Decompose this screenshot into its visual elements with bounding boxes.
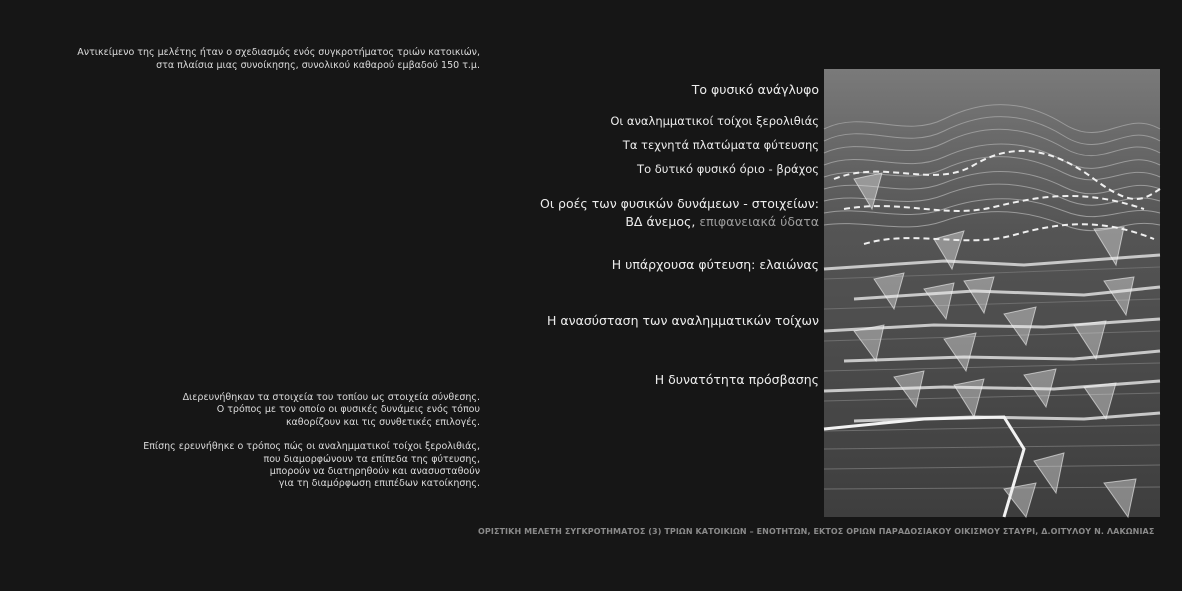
body-text — [140, 392, 480, 491]
label-restoration: Η ανασύσταση των αναλημματικών τοίχων — [547, 313, 819, 328]
label-flows-title: Οι ροές των φυσικών δυνάμεων - στοιχείων: — [540, 196, 819, 211]
body-p1-line-2: Ο τρόπος με τον οποίο οι φυσικές δυνάμεις ενός τόπου — [216, 404, 480, 416]
terrain-model-photo — [824, 69, 1160, 517]
body-p2-line-3: μπορούν να διατηρηθούν και ανασυσταθούν — [269, 466, 480, 478]
label-flows-water: επιφανειακά ύδατα — [699, 214, 819, 229]
label-flows-wind: ΒΔ άνεμος, — [625, 214, 696, 229]
intro-line-1: Αντικείμενο της μελέτης ήταν ο σχεδιασμός ενός συγκροτήματος τριών κατοικιών, — [77, 47, 480, 58]
label-relief: Το φυσικό ανάγλυφο — [691, 82, 819, 97]
label-western-boundary: Το δυτικό φυσικό όριο - βράχος — [637, 162, 819, 176]
label-terraces: Τα τεχνητά πλατώματα φύτευσης — [622, 138, 819, 152]
body-p1-line-3: καθορίζουν και τις συνθετικές επιλογές. — [285, 416, 480, 428]
intro-text — [60, 46, 480, 72]
terrain-model-illustration — [824, 69, 1160, 517]
label-walls: Οι αναλημματικοί τοίχοι ξερολιθιάς — [610, 114, 819, 128]
label-vegetation: Η υπάρχουσα φύτευση: ελαιώνας — [611, 257, 819, 272]
label-access: Η δυνατότητα πρόσβασης — [654, 372, 819, 387]
body-p1-line-1: Διερευνήθηκαν τα στοιχεία του τοπίου ως στοιχεία σύνθεσης. — [182, 392, 480, 403]
intro-line-2: στα πλαίσια μιας συνοίκησης, συνολικού καθαρού εμβαδού 150 τ.μ. — [156, 60, 480, 71]
body-p2-line-1: Επίσης ερευνήθηκε ο τρόπος πώς οι αναλημματικοί τοίχοι ξερολιθιάς, — [143, 441, 480, 453]
body-p2-line-4: για τη διαμόρφωση επιπέδων κατοίκησης. — [278, 478, 480, 490]
body-p2-line-2: που διαμορφώνουν τα επίπεδα της φύτευσης, — [263, 453, 480, 465]
footer-caption: ΟΡΙΣΤΙΚΗ ΜΕΛΕΤΗ ΣΥΓΚΡΟΤΗΜΑΤΟΣ (3) ΤΡΙΩΝ ΚΑΤΟΙΚΙΩΝ – ΕΝΟΤΗΤΩΝ, ΕΚΤΟΣ ΟΡΙΩΝ ΠΑΡΑΔΟΣΙΑΚΟΥ ΟΙΚΙΣΜΟΥ ΣΤΑΥΡΙ, Δ.ΟΙΤΥΛΟΥ Ν. ΛΑΚΩΝΙΑΣ — [478, 527, 1155, 536]
label-flows-subtitle — [625, 214, 819, 229]
